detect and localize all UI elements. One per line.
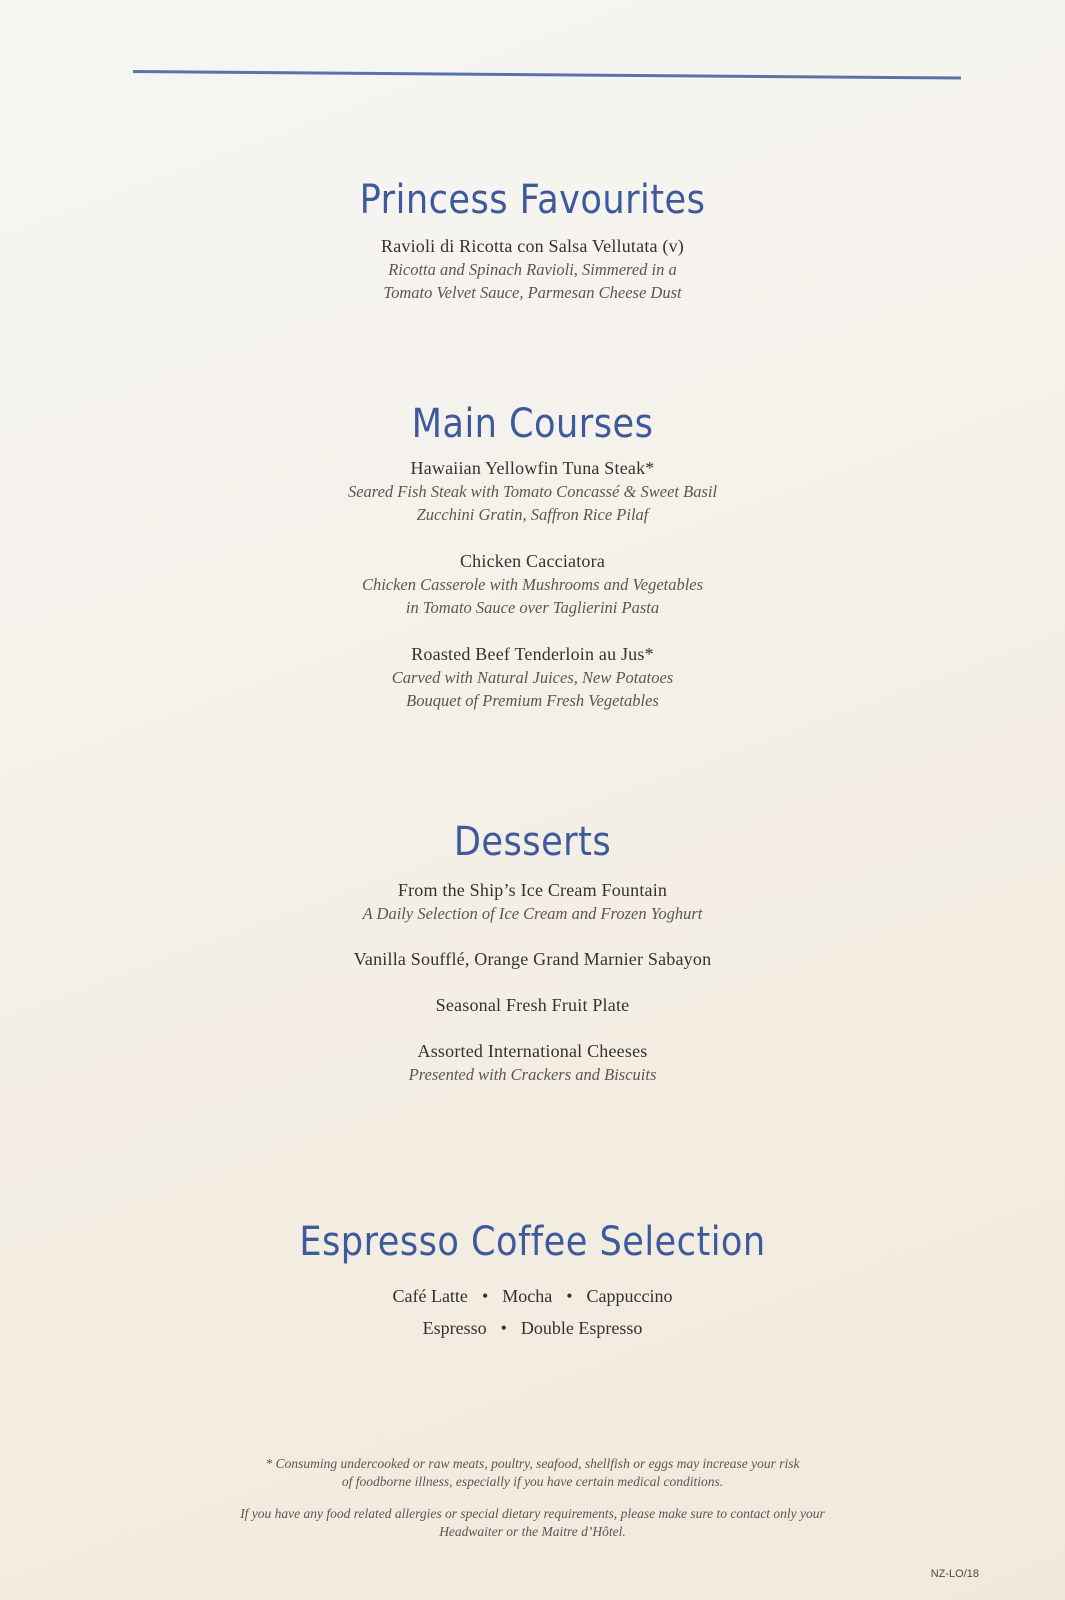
item-description: Tomato Velvet Sauce, Parmesan Cheese Dust bbox=[383, 283, 682, 302]
item-name: Ravioli di Ricotta con Salsa Vellutata (v) bbox=[380, 236, 684, 256]
menu-item bbox=[0, 878, 1065, 925]
section-espresso bbox=[0, 1218, 1065, 1344]
coffee-item: Espresso bbox=[422, 1318, 487, 1338]
section-heading: Princess Favourites bbox=[359, 177, 706, 223]
separator-dot: • bbox=[500, 1318, 507, 1338]
menu-item bbox=[0, 947, 1065, 971]
item-name: Assorted International Cheeses bbox=[417, 1041, 648, 1061]
section-princess-favourites bbox=[0, 176, 1065, 304]
separator-dot: • bbox=[481, 1286, 489, 1306]
menu-item bbox=[0, 456, 1065, 526]
coffee-line bbox=[0, 1280, 1065, 1312]
menu-item bbox=[0, 549, 1065, 619]
coffee-item: Mocha bbox=[502, 1286, 553, 1306]
footnote-line: Headwaiter or the Maitre d’Hôtel. bbox=[439, 1524, 626, 1539]
menu-item bbox=[0, 642, 1065, 712]
item-description: Seared Fish Steak with Tomato Concassé & Sweet Basil bbox=[347, 482, 718, 501]
item-description: Carved with Natural Juices, New Potatoes bbox=[391, 668, 674, 687]
coffee-item: Café Latte bbox=[392, 1286, 468, 1306]
section-heading: Main Courses bbox=[411, 401, 654, 447]
item-description: Bouquet of Premium Fresh Vegetables bbox=[406, 691, 659, 710]
coffee-list bbox=[0, 1280, 1065, 1344]
item-name: Seasonal Fresh Fruit Plate bbox=[435, 995, 630, 1015]
coffee-line bbox=[0, 1312, 1065, 1344]
item-description: Ricotta and Spinach Ravioli, Simmered in a bbox=[388, 260, 677, 279]
item-name: Chicken Cacciatora bbox=[459, 551, 606, 571]
item-description: Presented with Crackers and Biscuits bbox=[408, 1065, 657, 1084]
menu-item bbox=[0, 1039, 1065, 1086]
footnote-line: of foodborne illness, especially if you have certain medical conditions. bbox=[341, 1474, 724, 1489]
separator-dot: • bbox=[566, 1286, 573, 1306]
item-description: Chicken Casserole with Mushrooms and Vegetables bbox=[361, 575, 704, 594]
item-name: Roasted Beef Tenderloin au Jus* bbox=[411, 644, 654, 664]
menu-item bbox=[0, 993, 1065, 1017]
item-description: A Daily Selection of Ice Cream and Frozen Yoghurt bbox=[362, 904, 703, 923]
coffee-item: Cappuccino bbox=[586, 1286, 673, 1306]
coffee-item: Double Espresso bbox=[520, 1318, 643, 1338]
footnote-line: * Consuming undercooked or raw meats, poultry, seafood, shellfish or eggs may increase your risk bbox=[265, 1456, 800, 1471]
item-description: Zucchini Gratin, Saffron Rice Pilaf bbox=[416, 505, 649, 524]
menu-item bbox=[0, 234, 1065, 304]
footnote-line: If you have any food related allergies or special dietary requirements, please make sure to contact only your bbox=[240, 1506, 825, 1521]
top-divider-rule bbox=[133, 70, 961, 80]
section-heading: Desserts bbox=[453, 819, 612, 865]
section-desserts bbox=[0, 818, 1065, 1086]
item-name: Vanilla Soufflé, Orange Grand Marnier Sabayon bbox=[353, 949, 712, 969]
allergy-notice bbox=[0, 1505, 1065, 1541]
item-description: in Tomato Sauce over Taglierini Pasta bbox=[405, 598, 660, 617]
item-name: From the Ship’s Ice Cream Fountain bbox=[397, 880, 668, 900]
section-heading: Espresso Coffee Selection bbox=[299, 1219, 766, 1265]
raw-food-warning bbox=[0, 1455, 1065, 1491]
item-name: Hawaiian Yellowfin Tuna Steak* bbox=[410, 458, 655, 478]
menu-code: NZ-LO/18 bbox=[930, 1568, 979, 1580]
section-main-courses bbox=[0, 400, 1065, 712]
